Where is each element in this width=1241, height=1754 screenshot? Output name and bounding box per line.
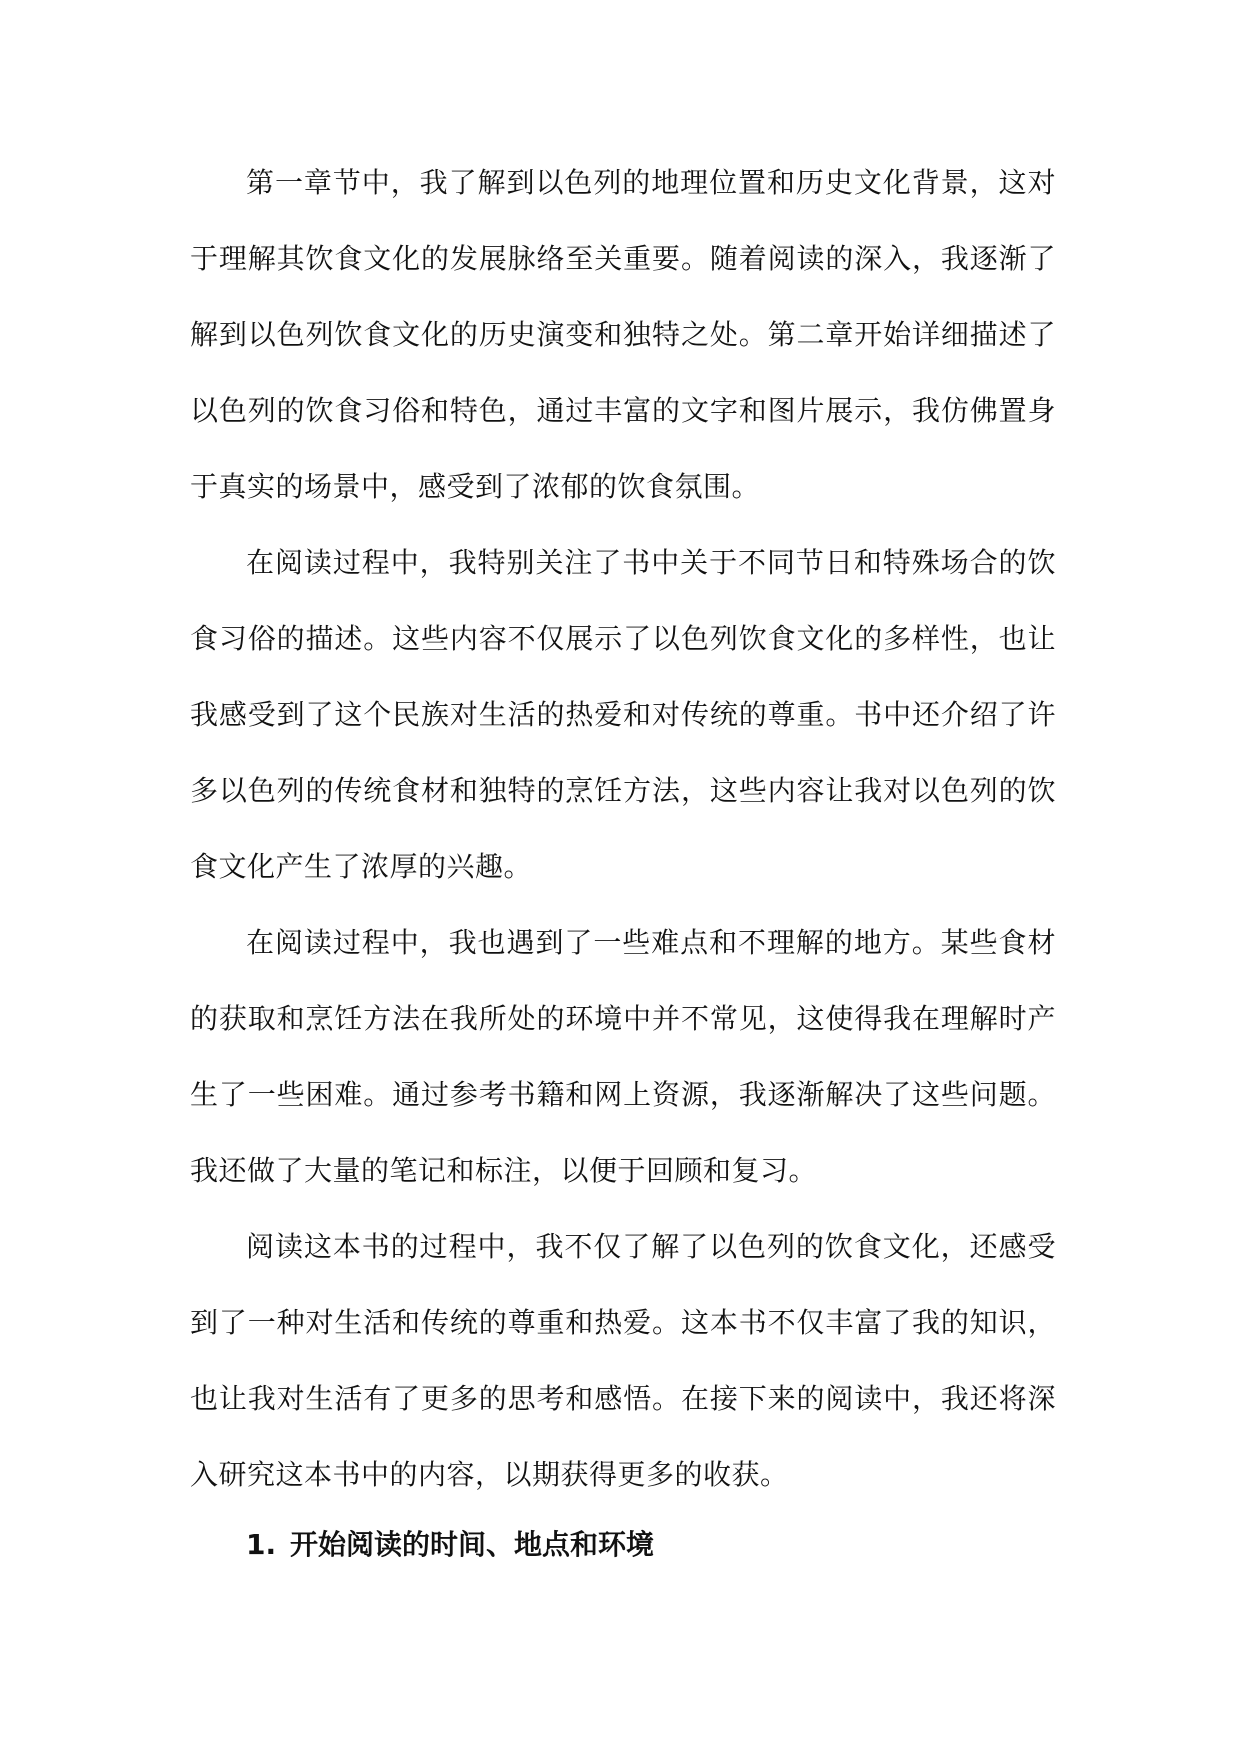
paragraph-1: 第一章节中，我了解到以色列的地理位置和历史文化背景，这对于理解其饮食文化的发展脉络至关重要。随着阅读的深入，我逐渐了解到以色列饮食文化的历史演变和独特之处。第二章开始详细描述了以色列的饮食习俗和特色，通过丰富的文字和图片展示，我仿佛置身于真实的场景中，感受到了浓郁的饮食氛围。 (190, 166, 1056, 503)
paragraph-4: 阅读这本书的过程中，我不仅了解了以色列的饮食文化，还感受到了一种对生活和传统的尊重和热爱。这本书不仅丰富了我的知识，也让我对生活有了更多的思考和感悟。在接下来的阅读中，我还将深入研究这本书中的内容，以期获得更多的收获。 (190, 1230, 1056, 1491)
section-title: 开始阅读的时间、地点和环境 (290, 1528, 655, 1561)
body-text (190, 145, 1056, 1513)
paragraph-2: 在阅读过程中，我特别关注了书中关于不同节日和特殊场合的饮食习俗的描述。这些内容不仅展示了以色列饮食文化的多样性，也让我感受到了这个民族对生活的热爱和对传统的尊重。书中还介绍了许多以色列的传统食材和独特的烹饪方法，这些内容让我对以色列的饮食文化产生了浓厚的兴趣。 (190, 546, 1056, 883)
paragraph-3: 在阅读过程中，我也遇到了一些难点和不理解的地方。某些食材的获取和烹饪方法在我所处的环境中并不常见，这使得我在理解时产生了一些困难。通过参考书籍和网上资源，我逐渐解决了这些问题。我还做了大量的笔记和标注，以便于回顾和复习。 (190, 926, 1056, 1187)
section-number: 1. (246, 1528, 277, 1561)
section-heading (246, 1525, 654, 1565)
